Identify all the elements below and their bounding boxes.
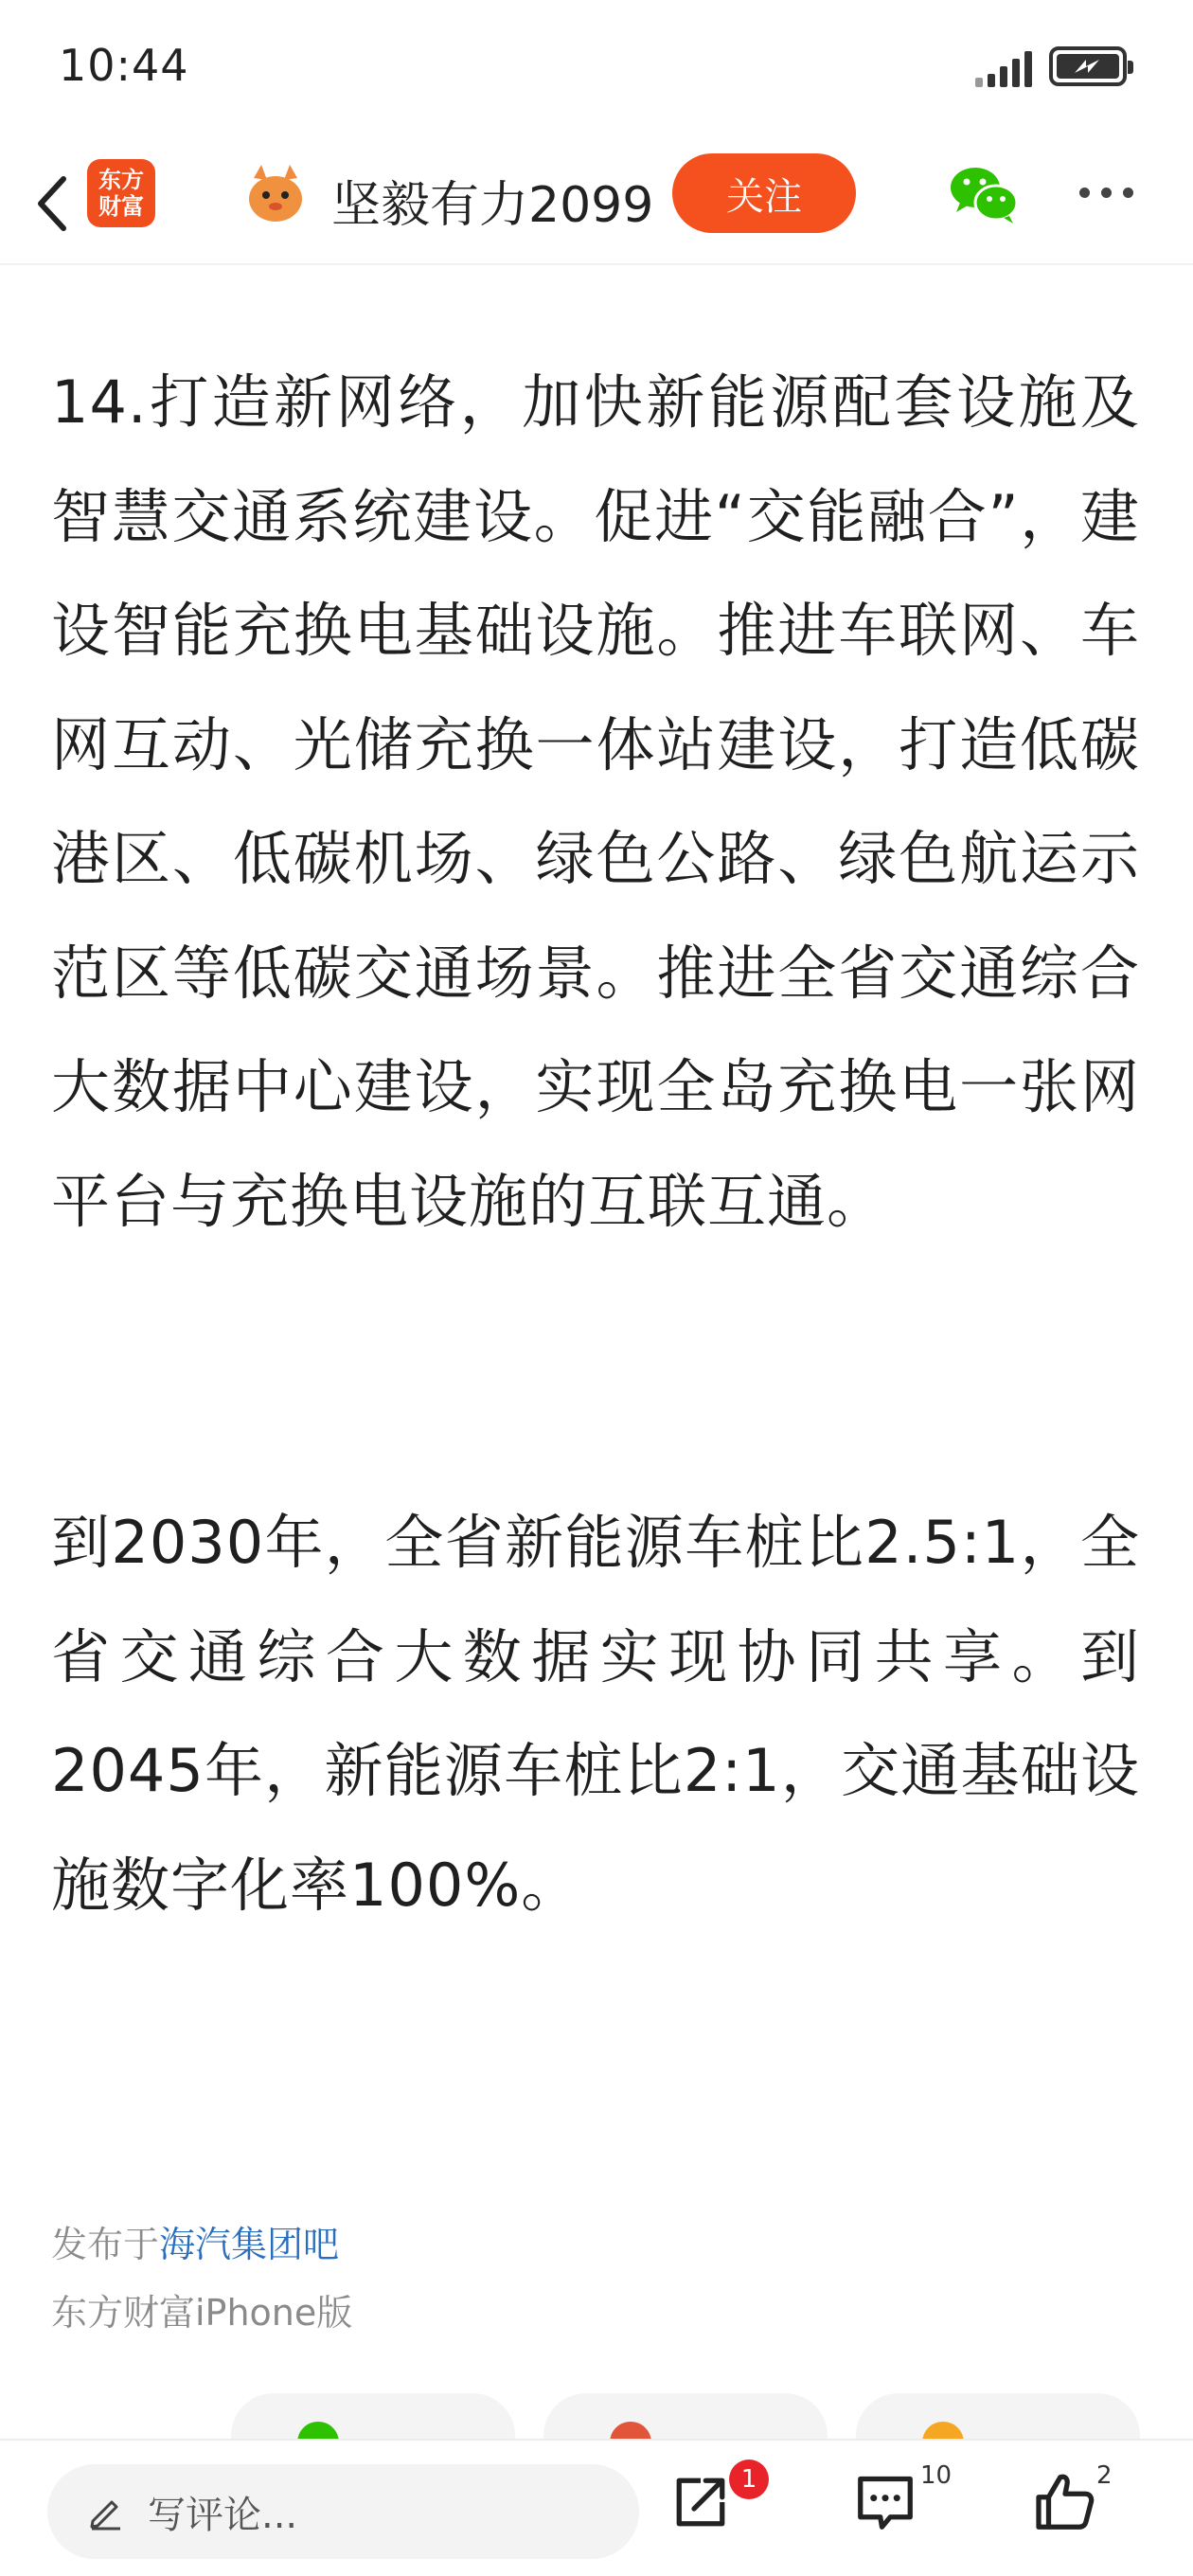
follow-button[interactable]: 关注	[672, 153, 856, 233]
comment-count: 10	[920, 2461, 953, 2490]
comment-icon	[852, 2469, 918, 2535]
like-icon	[1032, 2469, 1098, 2535]
comment-placeholder: 写评论...	[148, 2493, 298, 2537]
app-logo[interactable]: 东方 财富	[87, 159, 155, 227]
article-paragraph: 到2030年，全省新能源车桩比2.5:1，全省交通综合大数据实现协同共享。到2045年，新能源车桩比2:1，交通基础设施数字化率100%。	[51, 1508, 1140, 1920]
user-name[interactable]: 坚毅有力2099	[331, 177, 654, 234]
article-body	[51, 346, 1140, 1942]
status-time: 10:44	[59, 40, 189, 91]
battery-icon	[1049, 46, 1127, 86]
pen-icon	[87, 2493, 125, 2531]
forum-link[interactable]: 海汽集团吧	[159, 2224, 340, 2265]
article-paragraph: 14.打造新网络，加快新能源配套设施及智慧交通系统建设。促进“交能融合”，建设智能充换电基础设施。推进车联网、车网互动、光储充换一体站建设，打造低碳港区、低碳机场、绿色公路、绿色航运示范区等低碳交通场景。推进全省交通综合大数据中心建设，实现全岛充换电一张网平台与充换电设施的互联互通。	[51, 367, 1140, 1236]
wechat-share-button[interactable]	[947, 161, 1023, 227]
share-badge: 1	[729, 2460, 769, 2499]
more-icon	[1079, 188, 1090, 198]
published-prefix: 发布于	[51, 2224, 160, 2265]
comment-input[interactable]	[47, 2464, 639, 2559]
like-count: 2	[1096, 2461, 1113, 2490]
wechat-icon	[947, 161, 1023, 227]
share-icon	[668, 2469, 734, 2535]
status-icons	[975, 45, 1127, 87]
back-icon	[33, 173, 71, 234]
nav-bar	[0, 142, 1193, 265]
avatar[interactable]	[242, 161, 309, 227]
back-button[interactable]	[19, 161, 85, 246]
client-label: 东方财富iPhone版	[51, 2292, 353, 2334]
status-bar	[0, 0, 1193, 142]
more-button[interactable]	[1079, 178, 1146, 206]
comment-button[interactable]	[852, 2469, 928, 2545]
post-meta	[51, 2216, 352, 2352]
bottom-bar	[0, 2439, 1193, 2576]
signal-icon	[975, 45, 1032, 87]
